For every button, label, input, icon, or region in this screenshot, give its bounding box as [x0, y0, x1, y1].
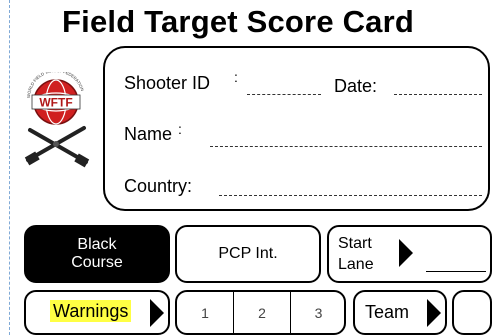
- wftf-logo-graphic: [18, 72, 98, 172]
- start-lane-field[interactable]: [426, 271, 486, 272]
- class-label: PCP Int.: [218, 245, 278, 262]
- start-lane-line1: Start: [338, 235, 372, 252]
- name-field[interactable]: [210, 146, 482, 147]
- page-margin-guide: [9, 0, 10, 335]
- start-lane-arrow-icon: [399, 239, 413, 267]
- logo-text: WFTF: [39, 95, 73, 110]
- name-label: Name: [124, 124, 173, 144]
- start-lane-line2: Lane: [338, 256, 374, 273]
- course-line2: Course: [71, 254, 123, 271]
- shooter-info-box: [103, 46, 490, 211]
- crossed-rifles-icon: [25, 128, 89, 167]
- warning-slot-2[interactable]: 2: [258, 304, 266, 321]
- warning-slot-1[interactable]: 1: [201, 304, 209, 321]
- class-badge: [175, 225, 321, 283]
- country-field[interactable]: [219, 195, 482, 196]
- name-colon: :: [178, 121, 182, 137]
- warnings-box: [24, 290, 170, 335]
- warning-slot-3[interactable]: 3: [314, 304, 323, 321]
- warnings-arrow-icon: [150, 299, 164, 327]
- warnings-label: Warnings: [50, 300, 131, 322]
- date-label: Date:: [334, 76, 378, 96]
- shooter-id-colon: :: [234, 69, 238, 85]
- team-field[interactable]: [452, 290, 492, 335]
- team-box: [353, 290, 447, 335]
- course-line1: Black: [77, 236, 117, 253]
- team-arrow-icon: [427, 299, 441, 327]
- card-title: Field Target Score Card: [62, 4, 415, 39]
- shooter-id-label: Shooter ID: [124, 73, 211, 93]
- team-label: Team: [365, 302, 410, 322]
- start-lane-box: [327, 225, 492, 283]
- logo-ring-text: WORLD FIELD T EDERATION: [25, 72, 85, 99]
- wftf-logo: [18, 72, 98, 172]
- country-label: Country:: [124, 176, 193, 196]
- warning-slots: [175, 290, 346, 335]
- course-badge: [24, 225, 170, 283]
- date-field[interactable]: [394, 94, 482, 95]
- shooter-id-field[interactable]: [247, 94, 321, 95]
